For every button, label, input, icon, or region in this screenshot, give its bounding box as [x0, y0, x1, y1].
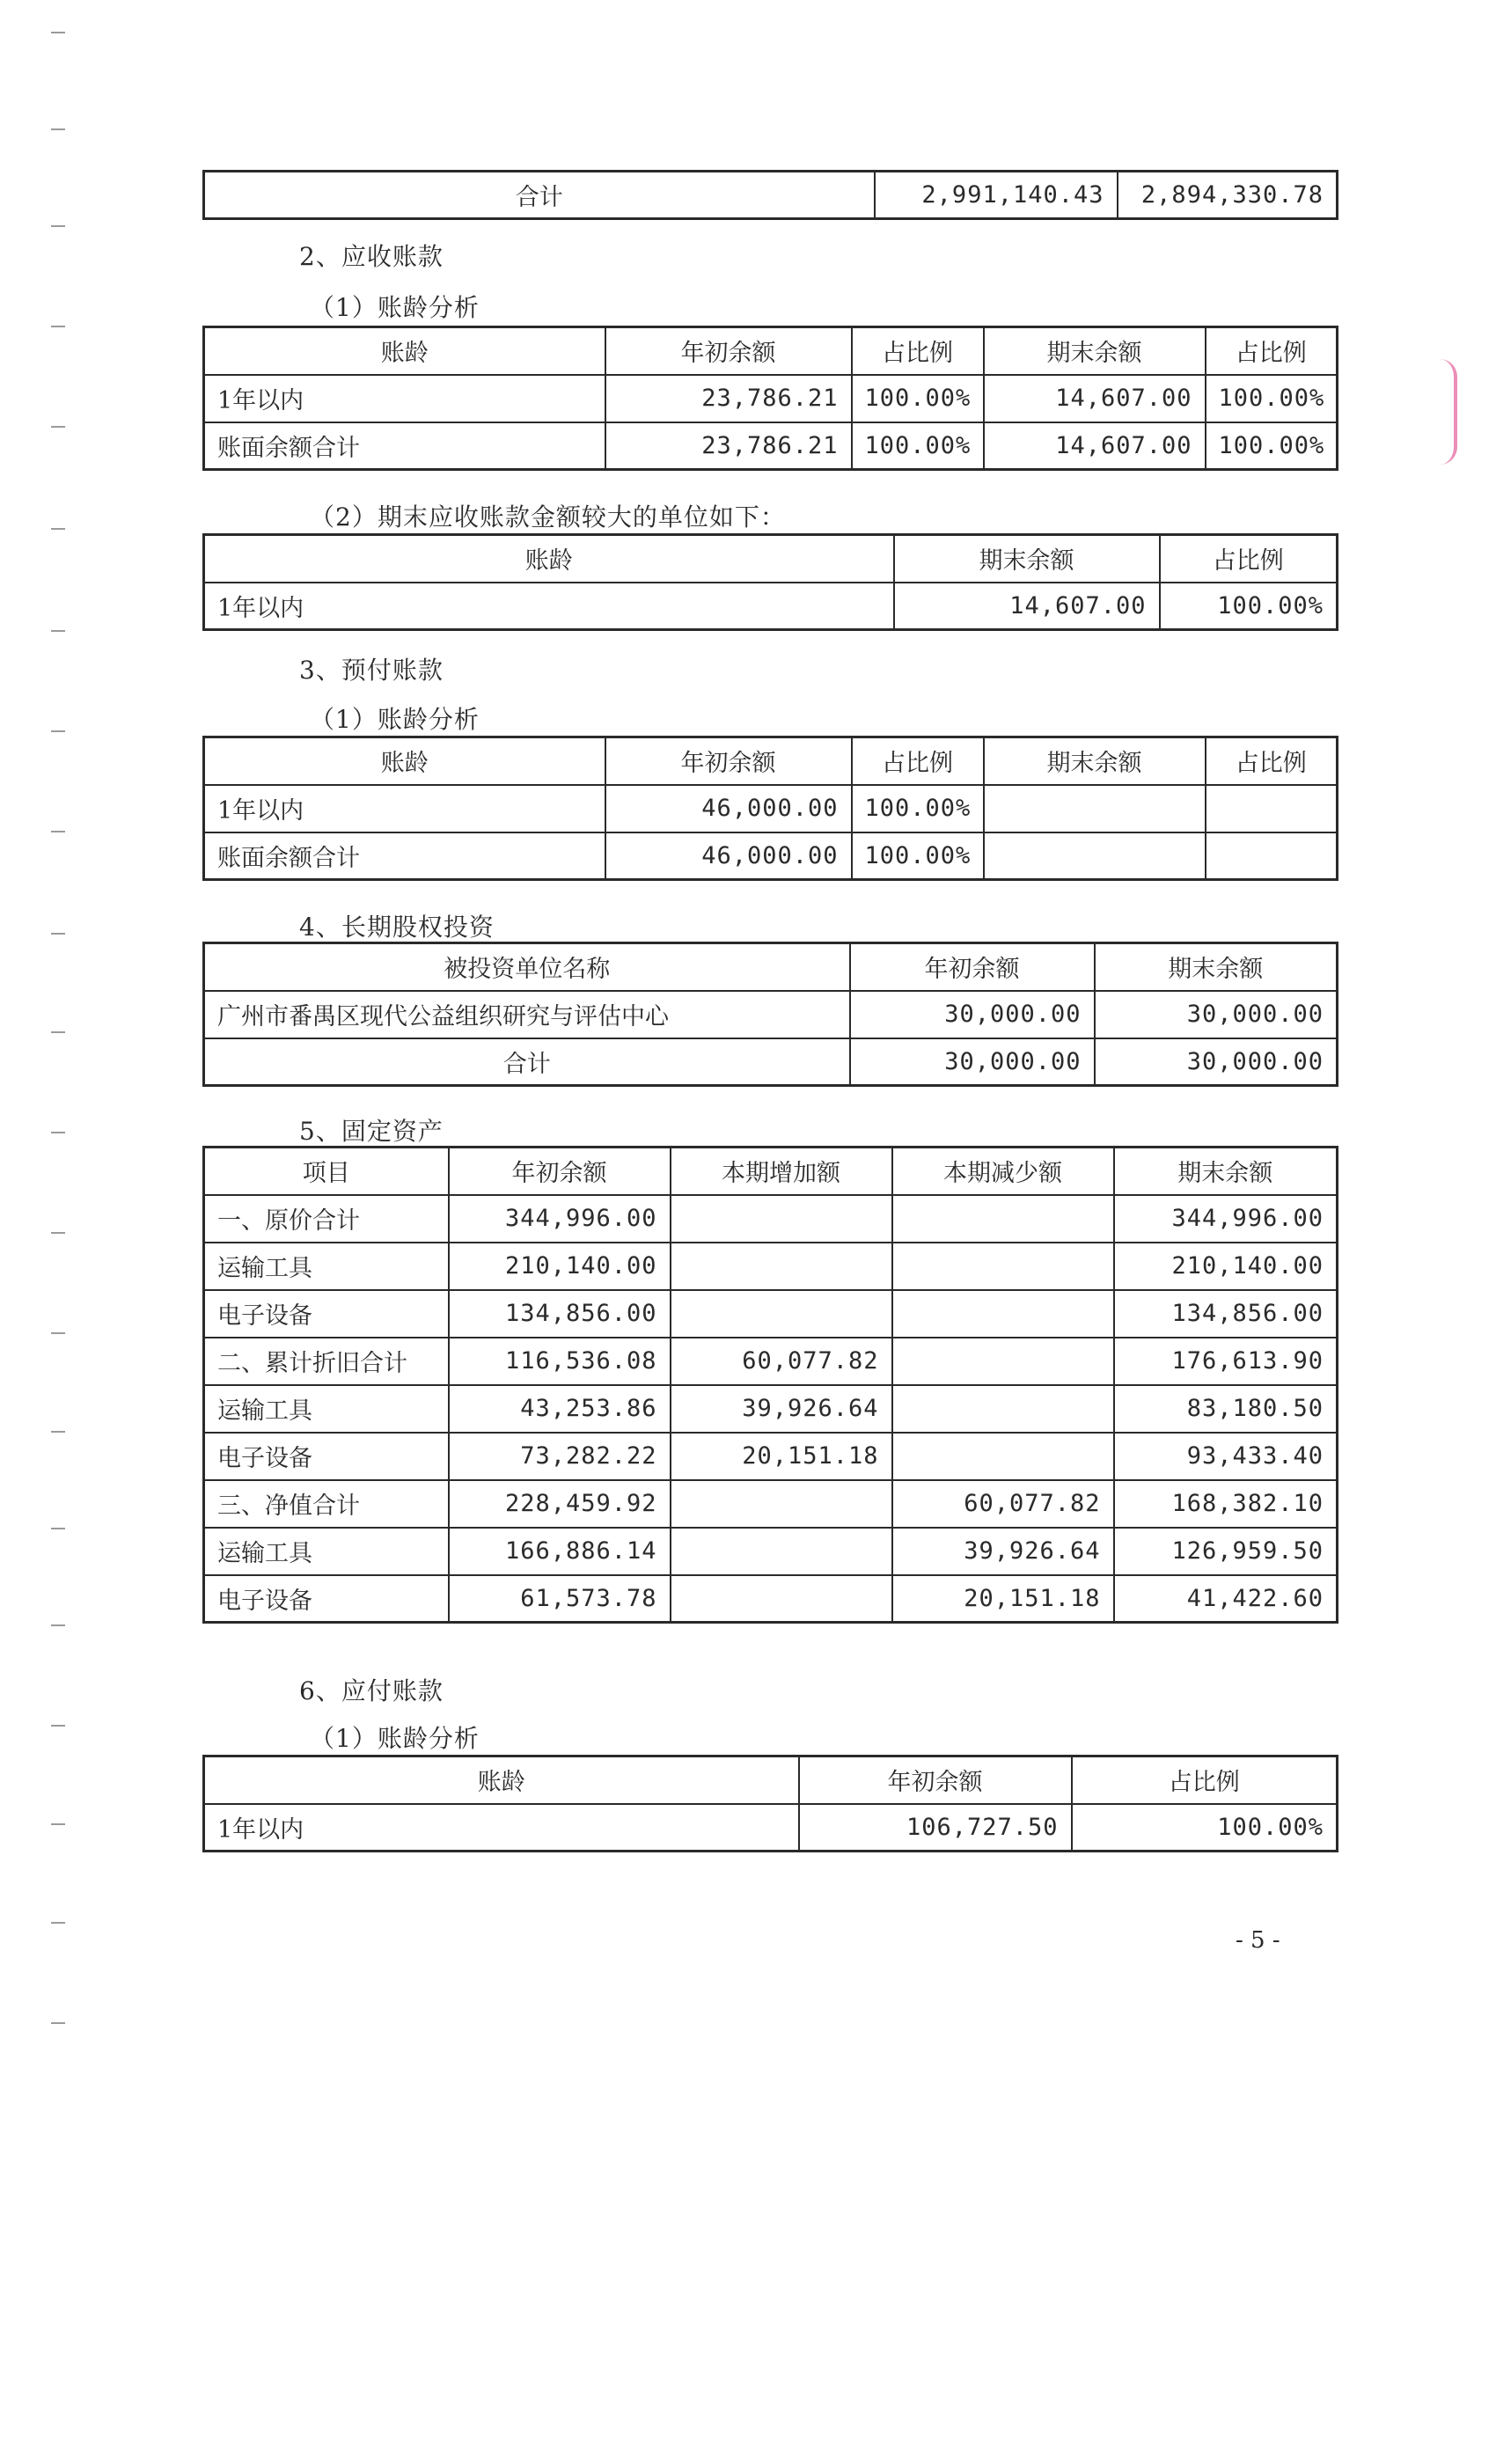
column-header: 本期增加额	[671, 1148, 892, 1195]
table-cell: 344,996.00	[1114, 1195, 1338, 1243]
receivables-aging-table	[202, 326, 1338, 471]
table-header-row	[204, 327, 1338, 375]
table-cell: 14,607.00	[984, 422, 1206, 470]
column-header: 账龄	[204, 535, 894, 583]
table-header-row	[204, 535, 1338, 583]
column-header: 占比例	[1206, 737, 1338, 785]
table-cell: 93,433.40	[1114, 1433, 1338, 1480]
binding-mark	[51, 1725, 65, 1727]
table-cell: 二、累计折旧合计	[204, 1338, 449, 1385]
column-header: 本期减少额	[892, 1148, 1114, 1195]
table-cell: 30,000.00	[850, 991, 1095, 1038]
table-cell: 合计	[204, 172, 875, 219]
table-cell: 60,077.82	[671, 1338, 892, 1385]
table-cell: 168,382.10	[1114, 1480, 1338, 1528]
receivables-large-units-table	[202, 533, 1338, 631]
binding-mark	[51, 2022, 65, 2024]
column-header: 占比例	[1160, 535, 1338, 583]
table-cell: 一、原价合计	[204, 1195, 449, 1243]
table-cell: 20,151.18	[892, 1575, 1114, 1623]
column-header: 年初余额	[850, 943, 1095, 991]
table-cell: 83,180.50	[1114, 1385, 1338, 1433]
table-cell: 23,786.21	[605, 375, 852, 422]
binding-mark	[51, 426, 65, 428]
section-heading: 5、固定资产	[299, 1117, 444, 1146]
table-cell: 账面余额合计	[204, 422, 605, 470]
column-header: 被投资单位名称	[204, 943, 850, 991]
table-cell: 46,000.00	[605, 785, 852, 832]
table-cell: 运输工具	[204, 1385, 449, 1433]
section-heading: 6、应付账款	[299, 1676, 444, 1705]
table-cell: 126,959.50	[1114, 1528, 1338, 1575]
binding-mark	[51, 1132, 65, 1133]
table-row	[204, 583, 1338, 630]
subsection-heading: （1）账龄分析	[310, 705, 480, 734]
table-cell: 210,140.00	[1114, 1243, 1338, 1290]
table-cell	[1206, 832, 1338, 880]
table-cell: 电子设备	[204, 1290, 449, 1338]
table-cell: 100.00%	[1160, 583, 1338, 630]
table-cell: 100.00%	[1206, 375, 1338, 422]
column-header: 项目	[204, 1148, 449, 1195]
table-cell	[671, 1480, 892, 1528]
binding-mark	[51, 630, 65, 632]
table-header-row	[204, 1756, 1338, 1804]
table-row	[204, 1243, 1338, 1290]
table-cell: 344,996.00	[449, 1195, 671, 1243]
table-row	[204, 1338, 1338, 1385]
table-cell: 46,000.00	[605, 832, 852, 880]
table-cell: 60,077.82	[892, 1480, 1114, 1528]
table-row	[204, 991, 1338, 1038]
table-cell: 电子设备	[204, 1433, 449, 1480]
column-header: 年初余额	[605, 327, 852, 375]
binding-mark	[51, 326, 65, 327]
binding-mark	[51, 730, 65, 732]
binding-mark	[51, 1232, 65, 1234]
table-cell: 电子设备	[204, 1575, 449, 1623]
table-cell	[671, 1243, 892, 1290]
binding-mark	[51, 32, 65, 33]
table-cell	[671, 1290, 892, 1338]
binding-mark	[51, 128, 65, 130]
prepayments-aging-table	[202, 736, 1338, 881]
subsection-heading: （1）账龄分析	[310, 293, 480, 322]
binding-mark	[51, 528, 65, 530]
table-row	[204, 375, 1338, 422]
table-cell: 116,536.08	[449, 1338, 671, 1385]
table-cell: 30,000.00	[1095, 991, 1338, 1038]
table-cell: 106,727.50	[799, 1804, 1072, 1852]
table-cell: 100.00%	[852, 375, 984, 422]
table-row	[204, 785, 1338, 832]
column-header: 年初余额	[799, 1756, 1072, 1804]
column-header: 期末余额	[1114, 1148, 1338, 1195]
table-row	[204, 1528, 1338, 1575]
table-cell	[892, 1338, 1114, 1385]
table-cell	[892, 1243, 1114, 1290]
table-cell: 39,926.64	[671, 1385, 892, 1433]
table-cell: 合计	[204, 1038, 850, 1086]
table-row	[204, 1038, 1338, 1086]
subsection-heading: （2）期末应收账款金额较大的单位如下：	[310, 502, 786, 532]
table-cell	[1206, 785, 1338, 832]
payables-aging-table	[202, 1755, 1338, 1852]
table-cell: 账面余额合计	[204, 832, 605, 880]
column-header: 占比例	[1072, 1756, 1338, 1804]
binding-mark	[51, 831, 65, 832]
column-header: 占比例	[852, 327, 984, 375]
section-heading: 3、预付账款	[299, 656, 444, 685]
column-header: 占比例	[1206, 327, 1338, 375]
table-row	[204, 1804, 1338, 1852]
table-cell: 73,282.22	[449, 1433, 671, 1480]
equity-investment-table	[202, 942, 1338, 1087]
table-row	[204, 1433, 1338, 1480]
table-cell: 134,856.00	[449, 1290, 671, 1338]
column-header: 账龄	[204, 737, 605, 785]
table-cell	[984, 832, 1206, 880]
table-cell: 166,886.14	[449, 1528, 671, 1575]
table-cell: 176,613.90	[1114, 1338, 1338, 1385]
table-cell: 100.00%	[1072, 1804, 1338, 1852]
table-row	[204, 422, 1338, 470]
table-cell: 1年以内	[204, 583, 894, 630]
table-header-row	[204, 1148, 1338, 1195]
table-cell: 三、净值合计	[204, 1480, 449, 1528]
table-cell: 运输工具	[204, 1243, 449, 1290]
table-cell	[671, 1195, 892, 1243]
table-row	[204, 1290, 1338, 1338]
table-cell	[892, 1290, 1114, 1338]
table-cell: 2,991,140.43	[875, 172, 1118, 219]
section-heading: 4、长期股权投资	[299, 913, 495, 942]
column-header: 账龄	[204, 327, 605, 375]
table-header-row	[204, 943, 1338, 991]
table-row	[204, 1480, 1338, 1528]
table-cell	[984, 785, 1206, 832]
table-row	[204, 1575, 1338, 1623]
column-header: 账龄	[204, 1756, 799, 1804]
binding-mark	[51, 1031, 65, 1033]
section-heading: 2、应收账款	[299, 242, 444, 271]
table-cell: 1年以内	[204, 785, 605, 832]
table-cell: 30,000.00	[850, 1038, 1095, 1086]
table-cell: 运输工具	[204, 1528, 449, 1575]
table-cell: 广州市番禺区现代公益组织研究与评估中心	[204, 991, 850, 1038]
table-cell: 1年以内	[204, 1804, 799, 1852]
table-cell: 39,926.64	[892, 1528, 1114, 1575]
binding-mark	[51, 933, 65, 935]
table-cell	[892, 1433, 1114, 1480]
table-cell	[671, 1528, 892, 1575]
binding-mark	[51, 1431, 65, 1433]
table-cell: 30,000.00	[1095, 1038, 1338, 1086]
table-cell: 23,786.21	[605, 422, 852, 470]
column-header: 期末余额	[984, 737, 1206, 785]
table-cell: 14,607.00	[894, 583, 1160, 630]
binding-mark	[51, 1823, 65, 1825]
binding-mark	[51, 1528, 65, 1529]
table-cell: 43,253.86	[449, 1385, 671, 1433]
column-header: 年初余额	[449, 1148, 671, 1195]
page-number: - 5 -	[1236, 1927, 1280, 1954]
table-cell: 100.00%	[852, 785, 984, 832]
binding-mark	[51, 1624, 65, 1626]
column-header: 占比例	[852, 737, 984, 785]
table-cell: 61,573.78	[449, 1575, 671, 1623]
table-cell	[892, 1195, 1114, 1243]
fixed-assets-table	[202, 1146, 1338, 1624]
table-header-row	[204, 737, 1338, 785]
seal-stamp-fragment	[1440, 359, 1457, 465]
table-cell: 100.00%	[852, 832, 984, 880]
table-cell	[892, 1385, 1114, 1433]
binding-mark	[51, 1922, 65, 1924]
table-row	[204, 1385, 1338, 1433]
table-cell	[671, 1575, 892, 1623]
table-cell: 1年以内	[204, 375, 605, 422]
table-row	[204, 832, 1338, 880]
table-row	[204, 172, 1338, 219]
table-cell: 228,459.92	[449, 1480, 671, 1528]
column-header: 期末余额	[984, 327, 1206, 375]
table-cell: 100.00%	[852, 422, 984, 470]
table-cell: 20,151.18	[671, 1433, 892, 1480]
table-cell: 41,422.60	[1114, 1575, 1338, 1623]
total-table	[202, 170, 1338, 220]
subsection-heading: （1）账龄分析	[310, 1724, 480, 1753]
column-header: 期末余额	[1095, 943, 1338, 991]
binding-mark	[51, 1332, 65, 1334]
column-header: 期末余额	[894, 535, 1160, 583]
table-cell: 2,894,330.78	[1118, 172, 1338, 219]
table-cell: 100.00%	[1206, 422, 1338, 470]
column-header: 年初余额	[605, 737, 852, 785]
binding-mark	[51, 225, 65, 227]
table-cell: 134,856.00	[1114, 1290, 1338, 1338]
table-cell: 14,607.00	[984, 375, 1206, 422]
table-cell: 210,140.00	[449, 1243, 671, 1290]
table-row	[204, 1195, 1338, 1243]
